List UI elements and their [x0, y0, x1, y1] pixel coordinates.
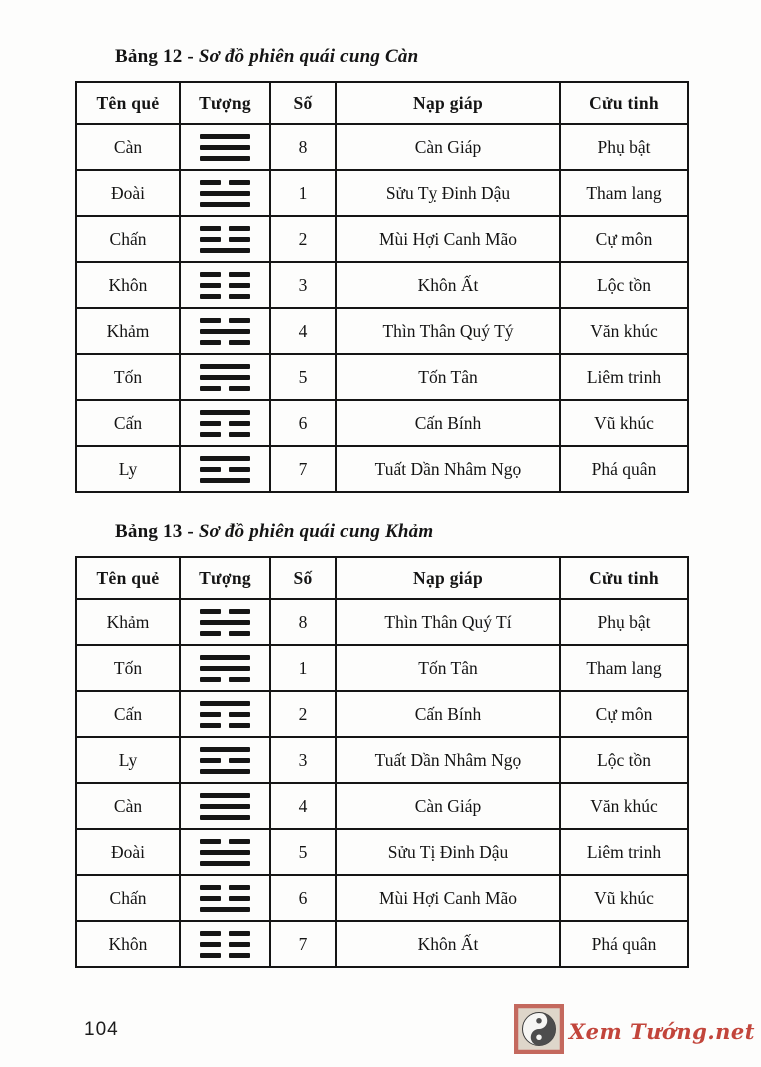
yin-line — [200, 885, 250, 890]
table-row — [76, 308, 688, 354]
table-row — [76, 446, 688, 492]
cuu-tinh-cell: Liêm trinh — [560, 354, 688, 400]
trigram-cell — [180, 124, 270, 170]
yin-line — [200, 432, 250, 437]
number-cell: 5 — [270, 354, 336, 400]
cuu-tinh-cell: Phụ bật — [560, 124, 688, 170]
caption-italic-title: Sơ đồ phiên quái cung Càn — [198, 46, 419, 67]
watermark-text: Xem Tướng.net — [568, 1019, 755, 1044]
nap-giap-cell: Khôn Ất — [336, 921, 560, 967]
number-cell: 1 — [270, 645, 336, 691]
number-cell: 5 — [270, 829, 336, 875]
phien-quai-table-cung-kham — [75, 556, 689, 968]
cuu-tinh-cell: Văn khúc — [560, 783, 688, 829]
trigram-symbol — [200, 839, 250, 866]
yang-line — [200, 248, 250, 253]
number-cell: 3 — [270, 262, 336, 308]
hexagram-name-cell: Ly — [76, 737, 180, 783]
table-caption-bang-13 — [115, 521, 761, 543]
hexagram-name-cell: Khôn — [76, 921, 180, 967]
trigram-cell — [180, 921, 270, 967]
nap-giap-cell: Tốn Tân — [336, 645, 560, 691]
cuu-tinh-cell: Văn khúc — [560, 308, 688, 354]
table-row — [76, 829, 688, 875]
table-body — [76, 599, 688, 967]
header-row — [76, 557, 688, 599]
table-section-bang-13 — [75, 521, 761, 968]
nap-giap-cell: Sửu Tỵ Đinh Dậu — [336, 170, 560, 216]
watermark — [514, 1004, 755, 1059]
yang-line — [200, 850, 250, 855]
table-header — [76, 557, 688, 599]
yang-line — [200, 655, 250, 660]
trigram-cell — [180, 308, 270, 354]
caption-prefix: Bảng 13 - — [115, 521, 199, 542]
trigram-symbol — [200, 456, 250, 483]
trigram-symbol — [200, 701, 250, 728]
header-ten-que: Tên quẻ — [76, 557, 180, 599]
yin-yang-icon — [514, 1004, 564, 1059]
nap-giap-cell: Thìn Thân Quý Tí — [336, 599, 560, 645]
table-header — [76, 82, 688, 124]
number-cell: 1 — [270, 170, 336, 216]
yang-line — [200, 375, 250, 380]
caption-prefix: Bảng 12 - — [115, 46, 199, 67]
yin-line — [200, 467, 250, 472]
number-cell: 3 — [270, 737, 336, 783]
cuu-tinh-cell: Tham lang — [560, 645, 688, 691]
trigram-cell — [180, 737, 270, 783]
trigram-symbol — [200, 410, 250, 437]
table-row — [76, 354, 688, 400]
nap-giap-cell: Tuất Dần Nhâm Ngọ — [336, 446, 560, 492]
trigram-symbol — [200, 180, 250, 207]
yang-line — [200, 793, 250, 798]
cuu-tinh-cell: Cự môn — [560, 691, 688, 737]
nap-giap-cell: Cấn Bính — [336, 691, 560, 737]
hexagram-name-cell: Tốn — [76, 645, 180, 691]
yin-line — [200, 386, 250, 391]
number-cell: 8 — [270, 599, 336, 645]
yin-line — [200, 609, 250, 614]
yin-line — [200, 318, 250, 323]
table-row — [76, 783, 688, 829]
nap-giap-cell: Cấn Bính — [336, 400, 560, 446]
table-section-bang-12 — [75, 46, 761, 493]
trigram-cell — [180, 170, 270, 216]
number-cell: 7 — [270, 921, 336, 967]
table-row — [76, 262, 688, 308]
hexagram-name-cell: Ly — [76, 446, 180, 492]
number-cell: 8 — [270, 124, 336, 170]
yang-line — [200, 134, 250, 139]
yin-line — [200, 283, 250, 288]
yang-line — [200, 747, 250, 752]
yin-line — [200, 931, 250, 936]
cuu-tinh-cell: Vũ khúc — [560, 875, 688, 921]
hexagram-name-cell: Càn — [76, 783, 180, 829]
yang-line — [200, 145, 250, 150]
caption-italic-title: Sơ đồ phiên quái cung Khảm — [198, 521, 434, 542]
yang-line — [200, 364, 250, 369]
trigram-cell — [180, 354, 270, 400]
hexagram-name-cell: Cấn — [76, 400, 180, 446]
header-cuu-tinh: Cửu tinh — [560, 557, 688, 599]
header-so: Số — [270, 557, 336, 599]
yang-line — [200, 701, 250, 706]
table-body — [76, 124, 688, 492]
number-cell: 6 — [270, 400, 336, 446]
yang-line — [200, 907, 250, 912]
trigram-symbol — [200, 272, 250, 299]
number-cell: 4 — [270, 308, 336, 354]
yin-line — [200, 272, 250, 277]
trigram-symbol — [200, 885, 250, 912]
table-row — [76, 921, 688, 967]
page-number: 104 — [84, 1019, 119, 1040]
hexagram-name-cell: Khảm — [76, 599, 180, 645]
trigram-cell — [180, 691, 270, 737]
nap-giap-cell: Càn Giáp — [336, 124, 560, 170]
yin-line — [200, 421, 250, 426]
table-row — [76, 400, 688, 446]
trigram-symbol — [200, 747, 250, 774]
header-tuong: Tượng — [180, 557, 270, 599]
header-row — [76, 82, 688, 124]
cuu-tinh-cell: Cự môn — [560, 216, 688, 262]
trigram-symbol — [200, 793, 250, 820]
cuu-tinh-cell: Liêm trinh — [560, 829, 688, 875]
trigram-symbol — [200, 318, 250, 345]
trigram-symbol — [200, 655, 250, 682]
hexagram-name-cell: Khôn — [76, 262, 180, 308]
nap-giap-cell: Thìn Thân Quý Tý — [336, 308, 560, 354]
trigram-symbol — [200, 609, 250, 636]
trigram-cell — [180, 783, 270, 829]
table-row — [76, 645, 688, 691]
yang-line — [200, 620, 250, 625]
yin-line — [200, 839, 250, 844]
yin-line — [200, 953, 250, 958]
number-cell: 7 — [270, 446, 336, 492]
trigram-symbol — [200, 226, 250, 253]
yin-line — [200, 294, 250, 299]
phien-quai-table-cung-can — [75, 81, 689, 493]
cuu-tinh-cell: Phụ bật — [560, 599, 688, 645]
table-row — [76, 216, 688, 262]
number-cell: 2 — [270, 691, 336, 737]
number-cell: 4 — [270, 783, 336, 829]
hexagram-name-cell: Cấn — [76, 691, 180, 737]
table-row — [76, 124, 688, 170]
hexagram-name-cell: Đoài — [76, 170, 180, 216]
yang-line — [200, 456, 250, 461]
yin-line — [200, 712, 250, 717]
cuu-tinh-cell: Lộc tồn — [560, 737, 688, 783]
yin-line — [200, 677, 250, 682]
yin-line — [200, 896, 250, 901]
nap-giap-cell: Khôn Ất — [336, 262, 560, 308]
yang-line — [200, 769, 250, 774]
hexagram-name-cell: Càn — [76, 124, 180, 170]
trigram-symbol — [200, 134, 250, 161]
hexagram-name-cell: Chấn — [76, 875, 180, 921]
table-row — [76, 599, 688, 645]
header-ten-que: Tên quẻ — [76, 82, 180, 124]
hexagram-name-cell: Khảm — [76, 308, 180, 354]
trigram-cell — [180, 400, 270, 446]
header-nap-giap: Nạp giáp — [336, 82, 560, 124]
nap-giap-cell: Tốn Tân — [336, 354, 560, 400]
trigram-cell — [180, 875, 270, 921]
yang-line — [200, 666, 250, 671]
trigram-cell — [180, 216, 270, 262]
yin-line — [200, 942, 250, 947]
yin-line — [200, 226, 250, 231]
nap-giap-cell: Sửu Tị Đinh Dậu — [336, 829, 560, 875]
trigram-cell — [180, 599, 270, 645]
trigram-cell — [180, 829, 270, 875]
table-row — [76, 737, 688, 783]
yin-line — [200, 237, 250, 242]
cuu-tinh-cell: Phá quân — [560, 921, 688, 967]
yin-line — [200, 758, 250, 763]
table-row — [76, 875, 688, 921]
yang-line — [200, 815, 250, 820]
table-caption-bang-12 — [115, 46, 761, 68]
cuu-tinh-cell: Phá quân — [560, 446, 688, 492]
nap-giap-cell: Càn Giáp — [336, 783, 560, 829]
header-nap-giap: Nạp giáp — [336, 557, 560, 599]
yang-line — [200, 202, 250, 207]
table-row — [76, 691, 688, 737]
number-cell: 2 — [270, 216, 336, 262]
yang-line — [200, 861, 250, 866]
nap-giap-cell: Mùi Hợi Canh Mão — [336, 875, 560, 921]
yang-line — [200, 478, 250, 483]
hexagram-name-cell: Đoài — [76, 829, 180, 875]
trigram-symbol — [200, 931, 250, 958]
yin-line — [200, 180, 250, 185]
trigram-cell — [180, 262, 270, 308]
nap-giap-cell: Mùi Hợi Canh Mão — [336, 216, 560, 262]
yang-line — [200, 191, 250, 196]
number-cell: 6 — [270, 875, 336, 921]
header-so: Số — [270, 82, 336, 124]
yin-line — [200, 631, 250, 636]
cuu-tinh-cell: Vũ khúc — [560, 400, 688, 446]
cuu-tinh-cell: Tham lang — [560, 170, 688, 216]
cuu-tinh-cell: Lộc tồn — [560, 262, 688, 308]
hexagram-name-cell: Tốn — [76, 354, 180, 400]
header-cuu-tinh: Cửu tinh — [560, 82, 688, 124]
trigram-cell — [180, 645, 270, 691]
yin-line — [200, 340, 250, 345]
yang-line — [200, 329, 250, 334]
yin-line — [200, 723, 250, 728]
table-row — [76, 170, 688, 216]
yang-line — [200, 410, 250, 415]
trigram-cell — [180, 446, 270, 492]
nap-giap-cell: Tuất Dần Nhâm Ngọ — [336, 737, 560, 783]
yang-line — [200, 156, 250, 161]
header-tuong: Tượng — [180, 82, 270, 124]
yang-line — [200, 804, 250, 809]
hexagram-name-cell: Chấn — [76, 216, 180, 262]
trigram-symbol — [200, 364, 250, 391]
